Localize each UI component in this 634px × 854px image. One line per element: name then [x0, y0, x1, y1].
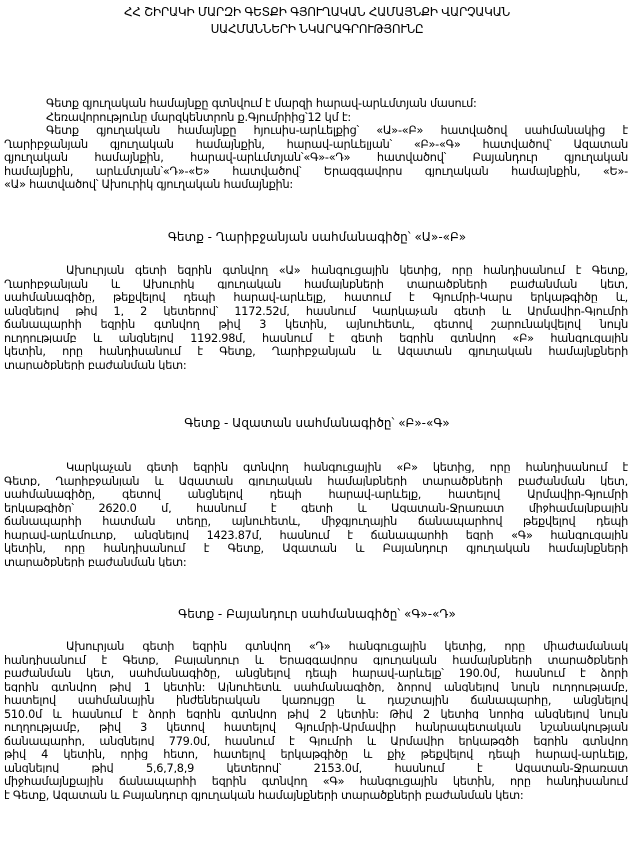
text-line: երկաթգիծը՝ 2620.0 մ, հասնում է գետի և Ազատան-Ջրառատ միջհամայնքային [4, 501, 628, 514]
text-line: ուղղությամբ, թիվ 3 կետով հատելով Գյումրի-Արմավիր հանրապետական նշանակության [4, 721, 628, 733]
text-line: 510.0մ և հասնում է ձորի եզրին գտնվող թիվ 2 կետին: Թիվ 2 կետից նորից անցնելով նույն [4, 707, 628, 720]
section-paragraph-3 [4, 638, 628, 801]
section-heading-1: Գետք - Ղարիբջանյան սահմանագիծը՝ «Ա»-«Բ» [167, 230, 467, 244]
text-line: եզրին գտնվող թիվ 1 կետին: Այնուհետև սահմանագիծը, ձորով անցնելով նույն ուղղությամբ, [4, 680, 628, 693]
section-paragraph-2 [4, 459, 628, 567]
text-line: ճանապարհը, անցնելով 779.0մ, հասնում է Գյումրի և Արմավիր երկաթգծի եզրին գտնվող [4, 734, 628, 747]
text-line: Կարկաչան գետի եզրին գտնվող հանգուցային «Բ» կետից, որը հանդիսանում է [66, 461, 628, 473]
text-line: Ախուրյան գետի եզրին գտնվող «Ա» հանգուցային կետից, որը հանդիսանում է Գետք, [66, 264, 628, 276]
section-heading-3: Գետք - Բայանդուր սահմանագիծը՝ «Գ»-«Դ» [178, 607, 456, 621]
intro-paragraph [4, 96, 628, 191]
text-line: Ղարիբջանյան գյուղական համայնքին, հարավ-արևելյան՝ «Բ»-«Գ» հատվածով՝ Ազատան [4, 137, 628, 151]
text-line: հանդիսանում է Գետք, Բայանդուր և Երազգավորս գյուղական համայնքների տարածքների [4, 653, 628, 666]
document-title-line-2: ՍԱՀՄԱՆՆԵՐԻ ՆԿԱՐԱԳՐՈՒԹՅՈՒՆԸ [210, 22, 424, 36]
text-line: սահմանագիծը, գետով անցնելով դեպի հարավ-արևելք, հատելով Արմավիր-Գյումրի [4, 488, 628, 500]
text-line: է Գետք, Ազատան և Բայանդուր գյուղական համայնքների տարածքների բաժանման կետ: [4, 789, 524, 801]
section-paragraph-1 [4, 262, 628, 370]
text-line: Գետք գյուղական համայնքը գտնվում է մարզի հարավ-արևմտյան մասում: [46, 97, 477, 110]
text-line: Ղարիբջանյան և Ախուրիկ գյուղական համայնքների տարածքների բաժանման կետ, [4, 277, 628, 290]
text-line: «Ա» հատվածով՝ Ախուրիկ գյուղական համայնքին: [4, 178, 293, 191]
text-line: համայնքին, արևմտյան՝«Դ»-«Ե» հատվածով՝ Երազգավորս գյուղական համայնքին, «Ե»- [4, 164, 628, 178]
text-line: Ախուրյան գետի եզրին գտնվող «Դ» հանգուցային կետից, որը միաժամանակ [66, 640, 628, 652]
text-line: Գետք գյուղական համայնքը հյուսիս-արևելքից՝ «Ա»-«Բ» հատվածով սահմանակից է [46, 124, 628, 137]
text-line: Գետք, Ղարիբջանյան և Ազատան գյուղական համայնքների տարածքների բաժանման կետ, [4, 474, 628, 487]
text-line: կետին, որը հանդիսանում է Գետք, Ղարիբջանյան և Ազատան գյուղական համայնքների [4, 345, 628, 357]
text-line: հարավ-արևմուտք, անցնելով 1423.87մ, հասնում է ճանապարհի եզրի «Գ» հանգուցային [4, 528, 628, 541]
text-line: գյուղական համայնքին, հարավ-արևմտյան՝«Գ»-«Դ» հատվածով՝ Բայանդուր գյուղական [4, 151, 628, 164]
text-line: ճանապարհի եզրին գտնվող թիվ 3 կետին, այնուհետև, գետով շարունակվելով նույն [4, 318, 628, 330]
text-line: Հեռավորությունը մարզկենտրոն ք.Գյումրիից՝12 կմ է: [46, 110, 351, 124]
text-line: թիվ 4 կետին, որից հետո, հատելով երկաթգիծը և քիչ թեքվելով դեպի հարավ-արևելք, [4, 748, 628, 760]
text-line: տարածքների բաժանման կետ: [4, 555, 187, 568]
text-line: տարածքների բաժանման կետ: [4, 358, 187, 371]
text-line: կետին, որը հանդիսանում է Գետք, Ազատան և Բայանդուր գյուղական համայնքների [4, 542, 628, 554]
section-heading-2: Գետք - Ազատան սահմանագիծը՝ «Բ»-«Գ» [184, 416, 450, 430]
text-line: անցնելով թիվ 5,6,7,8,9 կետերով՝ 2153.0մ, հասնում է Ազատան-Ջրառատ [4, 761, 628, 774]
text-line: անցնելով թիվ 1, 2 կետերով՝ 1172.52մ, հասնում Կարկաչան գետի և Արմավիր-Գյումրի [4, 304, 628, 317]
text-line: հատելով սահմանային ինժեներական կառույցը և դաշտային ճանապարհը, անցնելով [4, 694, 628, 706]
document-title-line-1: ՀՀ ՇԻՐԱԿԻ ՄԱՐԶԻ ԳԵՏՔԻ ԳՅՈՒՂԱԿԱՆ ՀԱՄԱՅՆՔԻ ՎԱՐՉԱԿԱՆ [124, 5, 510, 19]
text-line: ճանապարհի հատման տեղը, այնուհետև, միջգյուղային ճանապարհով թեքվելով դեպի [4, 515, 628, 527]
text-line: ուղղությամբ և անցնելով 1192.98մ, հասնում է գետի եզրին գտնվող «Բ» հանգուցային [4, 331, 628, 344]
text-line: սահմանագիծը, թեքվելով դեպի հարավ-արևելք, հատում է Գյումրի-Կարս երկաթգիծը և, [4, 291, 628, 303]
text-line: միջհամայնքային ճանապարհի եզրին գտնվող «Գ» հանգուցային կետին, որը հանդիսանում [4, 775, 628, 788]
text-line: բաժանման կետ, սահմանագիծը, անցնելով դեպի հարավ-արևելք՝ 190.0մ, հասնում է ձորի [4, 667, 628, 679]
